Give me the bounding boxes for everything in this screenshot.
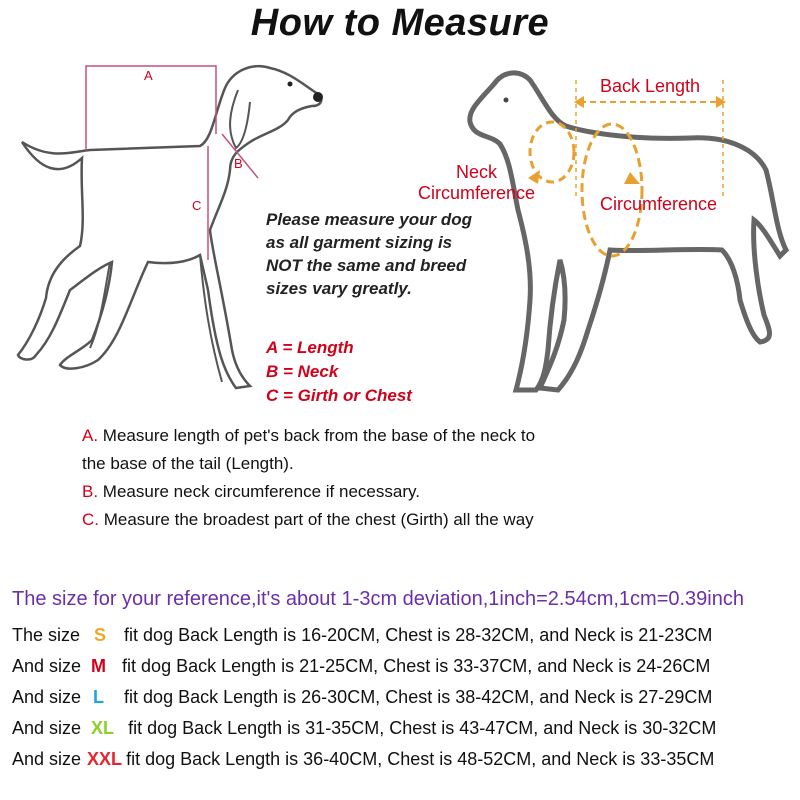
note-line: as all garment sizing is	[266, 233, 453, 252]
left-dog-nose	[313, 92, 323, 102]
size-label-s: S	[94, 625, 107, 645]
size-row-xl	[12, 713, 798, 744]
label-a: A	[144, 68, 153, 83]
size-row-text: fit dog Back Length is 16-20CM, Chest is 28-32CM, and Neck is 21-23CM	[124, 625, 713, 645]
note-line: NOT the same and breed	[266, 256, 467, 275]
measure-note	[266, 208, 506, 300]
instruction-text: Measure the broadest part of the chest (Girth) all the way	[103, 510, 534, 529]
size-label-xxl: XXL	[87, 749, 123, 769]
instruction-marker: B.	[82, 482, 99, 501]
label-back-length: Back Length	[600, 76, 701, 96]
measure-legend	[266, 336, 506, 408]
measure-instructions	[82, 422, 602, 534]
note-line: Please measure your dog	[266, 210, 472, 229]
instruction-line	[82, 506, 602, 534]
size-row-s	[12, 620, 798, 651]
size-row-text: fit dog Back Length is 31-35CM, Chest is 43-47CM, and Neck is 30-32CM	[128, 718, 717, 738]
size-row-m	[12, 651, 798, 682]
instruction-line	[82, 450, 602, 478]
legend-length: A = Length	[266, 338, 354, 357]
legend-neck: B = Neck	[266, 362, 339, 381]
size-row-prefix: And size	[12, 687, 82, 707]
instruction-marker: C.	[82, 510, 99, 529]
instruction-line	[82, 478, 602, 506]
left-dog-eye	[288, 82, 293, 87]
neck-label-line2: Circumference	[418, 183, 536, 203]
back-length-arrowhead-right	[716, 96, 726, 108]
size-row-l	[12, 682, 798, 713]
size-chart	[12, 620, 798, 775]
instruction-text: the base of the tail (Length).	[82, 454, 294, 473]
instruction-marker: A.	[82, 426, 99, 445]
size-row-prefix: And size	[12, 718, 82, 738]
size-label-m: M	[91, 656, 107, 676]
label-c: C	[192, 198, 202, 213]
neck-label-line1: Neck	[456, 162, 498, 182]
size-row-prefix: The size	[12, 625, 81, 645]
size-row-text: fit dog Back Length is 26-30CM, Chest is 38-42CM, and Neck is 27-29CM	[124, 687, 713, 707]
size-row-xxl	[12, 744, 798, 775]
legend-girth: C = Girth or Chest	[266, 386, 412, 405]
label-circumference: Circumference	[600, 194, 718, 214]
size-row-text: fit dog Back Length is 21-25CM, Chest is 33-37CM, and Neck is 24-26CM	[122, 656, 711, 676]
size-row-text: fit dog Back Length is 36-40CM, Chest is 48-52CM, and Neck is 33-35CM	[126, 749, 715, 769]
page-title: How to Measure	[250, 2, 550, 44]
size-row-prefix: And size	[12, 749, 82, 769]
instruction-text: Measure length of pet's back from the base of the neck to	[102, 426, 536, 445]
size-label-xl: XL	[91, 718, 115, 738]
reference-note: The size for your reference,it's about 1-3cm deviation,1inch=2.54cm,1cm=0.39inch	[12, 588, 744, 610]
size-label-l: L	[93, 687, 105, 707]
instruction-line	[82, 422, 602, 450]
note-line: sizes vary greatly.	[266, 279, 412, 298]
right-dog-outline	[470, 73, 786, 390]
right-dog-eye	[504, 98, 509, 103]
label-b: B	[234, 156, 243, 171]
instruction-text: Measure neck circumference if necessary.	[102, 482, 420, 501]
neck-circumference-label	[418, 162, 535, 204]
size-row-prefix: And size	[12, 656, 82, 676]
